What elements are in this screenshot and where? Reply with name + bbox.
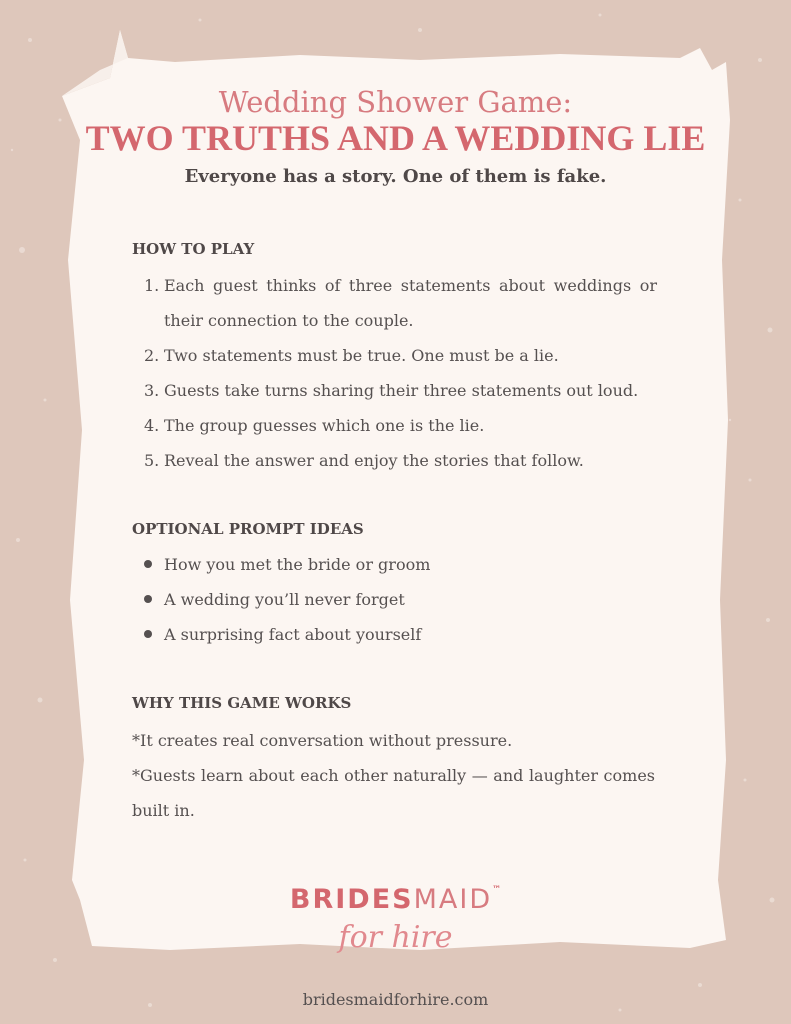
bullet-icon	[144, 560, 152, 568]
step-number: 5.	[144, 451, 160, 470]
step-number: 1.	[144, 276, 160, 295]
brand-logo	[0, 884, 791, 915]
logo-maid: MAID	[413, 884, 493, 915]
bullet-icon	[144, 630, 152, 638]
subtitle: Everyone has a story. One of them is fake.	[184, 166, 607, 187]
how-to-play-steps	[132, 268, 657, 478]
prompt-item	[132, 617, 657, 652]
prompt-text: A surprising fact about yourself	[164, 625, 422, 644]
step-number: 3.	[144, 381, 160, 400]
step-text: The group guesses which one is the lie.	[164, 416, 485, 435]
step-item	[132, 408, 657, 443]
prompt-text: A wedding you’ll never forget	[164, 590, 405, 609]
title-line-2: TWO TRUTHS AND A WEDDING LIE	[85, 118, 706, 158]
step-item	[132, 338, 657, 373]
why-it-works-body	[132, 723, 655, 828]
step-number: 2.	[144, 346, 160, 365]
step-text: Reveal the answer and enjoy the stories that follow.	[164, 451, 584, 470]
bullet-icon	[144, 595, 152, 603]
prompt-text: How you met the bride or groom	[164, 555, 431, 574]
step-item	[132, 373, 657, 408]
why-point: *It creates real conversation without pressure.	[132, 731, 513, 750]
why-point: *Guests learn about each other naturally — and laughter comes built in.	[132, 766, 655, 820]
step-text: Each guest thinks of three statements about weddings or their connection to the couple.	[164, 276, 657, 330]
step-text: Guests take turns sharing their three statements out loud.	[164, 381, 639, 400]
logo-tagline: for hire	[338, 920, 453, 955]
why-it-works-heading: WHY THIS GAME WORKS	[132, 694, 352, 712]
step-item	[132, 443, 657, 478]
step-item	[132, 268, 657, 338]
how-to-play-heading: HOW TO PLAY	[132, 240, 255, 258]
logo-brides: BRIDES	[289, 884, 414, 915]
prompt-ideas-list	[132, 547, 657, 652]
prompt-item	[132, 547, 657, 582]
step-number: 4.	[144, 416, 160, 435]
prompt-item	[132, 582, 657, 617]
logo-wordmark	[290, 884, 501, 915]
footer-url: bridesmaidforhire.com	[302, 990, 489, 1009]
title-line-1: Wedding Shower Game:	[218, 85, 573, 119]
logo-trademark: ™	[492, 885, 502, 895]
prompt-ideas-heading: OPTIONAL PROMPT IDEAS	[132, 520, 364, 538]
step-text: Two statements must be true. One must be a lie.	[164, 346, 559, 365]
